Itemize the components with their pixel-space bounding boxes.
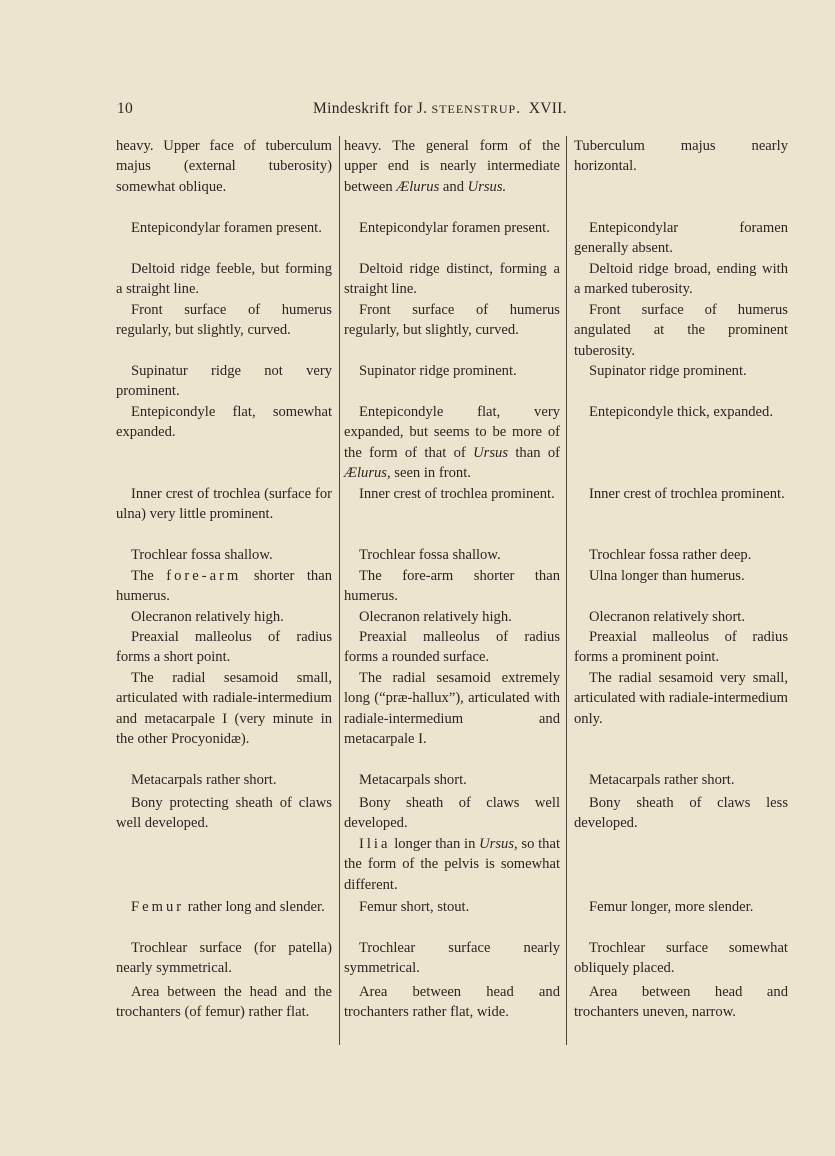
paragraph: Femur rather long and slender. (131, 899, 325, 915)
paragraph: Entepicondylar foramen present. (131, 220, 322, 236)
paragraph: Trochlear fossa shallow. (359, 547, 501, 563)
paragraph: Metacarpals rather short. (589, 772, 735, 788)
paragraph: Preaxial malleolus of radius forms a short point. (116, 629, 332, 666)
column-divider-right (566, 136, 567, 1045)
paragraph: Entepicondyle flat, very expanded, but seems to be more of the form of that of Ursus than of Ælurus, seen in front. (344, 404, 561, 482)
paragraph: Preaxial malleolus of radius forms a prominent point. (574, 629, 788, 666)
paragraph: Supinator ridge prominent. (359, 363, 517, 379)
paragraph: Ulna longer than humerus. (589, 568, 745, 584)
running-title-suffix: XVII. (528, 100, 567, 117)
paragraph: The radial sesamoid very small, articulated with radiale-intermedium only. (574, 670, 788, 727)
paragraph: Femur short, stout. (359, 899, 470, 915)
paragraph: Deltoid ridge broad, ending with a marked tuberosity. (574, 261, 788, 298)
running-title-name: STEENSTRUP (431, 102, 517, 116)
paragraph: Entepicondylar foramen present. (359, 220, 550, 236)
paragraph: Trochlear surface nearly symmetrical. (344, 940, 560, 977)
paragraph: heavy. Upper face of tuberculum majus (external tuberosity) somewhat oblique. (116, 138, 332, 195)
paragraph: The radial sesamoid extremely long (“præ-hallux”), articulated with radiale-intermedium and metacarpale I. (344, 670, 560, 748)
paragraph: Olecranon relatively high. (131, 609, 284, 625)
paragraph: Trochlear surface (for patella) nearly symmetrical. (116, 940, 332, 977)
paragraph: Olecranon relatively high. (359, 609, 512, 625)
paragraph: Trochlear surface somewhat obliquely placed. (574, 940, 788, 977)
paragraph: Area between the head and the trochanters (of femur) rather flat. (116, 984, 332, 1021)
column-divider-left (339, 136, 340, 1045)
paragraph: The fore-arm shorter than humerus. (116, 568, 332, 605)
paragraph: Deltoid ridge distinct, forming a straight line. (344, 261, 560, 298)
paragraph: Supinatur ridge not very prominent. (116, 363, 332, 400)
paragraph: heavy. The general form of the upper end is nearly intermediate between Ælurus and Ursus. (344, 138, 560, 195)
paragraph: Entepicondylar foramen generally absent. (574, 220, 788, 257)
paragraph: Front surface of humerus regularly, but slightly, curved. (116, 302, 332, 339)
paragraph: Bony sheath of claws less developed. (574, 795, 788, 832)
paragraph: Deltoid ridge feeble, but forming a straight line. (116, 261, 332, 298)
paragraph: Front surface of humerus angulated at the prominent tuberosity. (574, 302, 788, 359)
running-header (117, 100, 717, 124)
paragraph: Tuberculum majus nearly horizontal. (574, 138, 788, 175)
paragraph: Front surface of humerus regularly, but slightly, curved. (344, 302, 560, 339)
paragraph: Area between head and trochanters rather flat, wide. (344, 984, 560, 1021)
paragraph: Trochlear fossa shallow. (131, 547, 273, 563)
page-number: 10 (117, 100, 134, 117)
paragraph: Bony protecting sheath of claws well developed. (116, 795, 332, 832)
paragraph: Metacarpals rather short. (131, 772, 277, 788)
paragraph: Bony sheath of claws well developed. (344, 795, 560, 832)
running-title-prefix: Mindeskrift for J. (313, 100, 428, 117)
paragraph: Inner crest of trochlea (surface for ulna) very little prominent. (116, 486, 332, 523)
paragraph: Olecranon relatively short. (589, 609, 746, 625)
paragraph: Ilia longer than in Ursus, so that the form of the pelvis is somewhat different. (344, 836, 560, 893)
paragraph: Inner crest of trochlea prominent. (359, 486, 555, 502)
running-title: Mindeskrift for J. STEENSTRUP. XVII. (313, 100, 567, 117)
paragraph: Preaxial malleolus of radius forms a rounded surface. (344, 629, 560, 666)
paragraph: The fore-arm shorter than humerus. (344, 568, 560, 605)
paragraph: Entepicondyle thick, expanded. (589, 404, 773, 420)
paragraph: Inner crest of trochlea prominent. (589, 486, 785, 502)
paragraph: Metacarpals short. (359, 772, 467, 788)
paragraph: The radial sesamoid small, articulated with radiale-intermedium and metacarpale I (very minute in the other Procyonidæ). (116, 670, 332, 748)
paragraph: Area between head and trochanters uneven, narrow. (574, 984, 788, 1021)
paragraph: Femur longer, more slender. (589, 899, 754, 915)
paragraph: Trochlear fossa rather deep. (589, 547, 752, 563)
paragraph: Entepicondyle flat, somewhat expanded. (116, 404, 332, 441)
paragraph: Supinator ridge prominent. (589, 363, 747, 379)
